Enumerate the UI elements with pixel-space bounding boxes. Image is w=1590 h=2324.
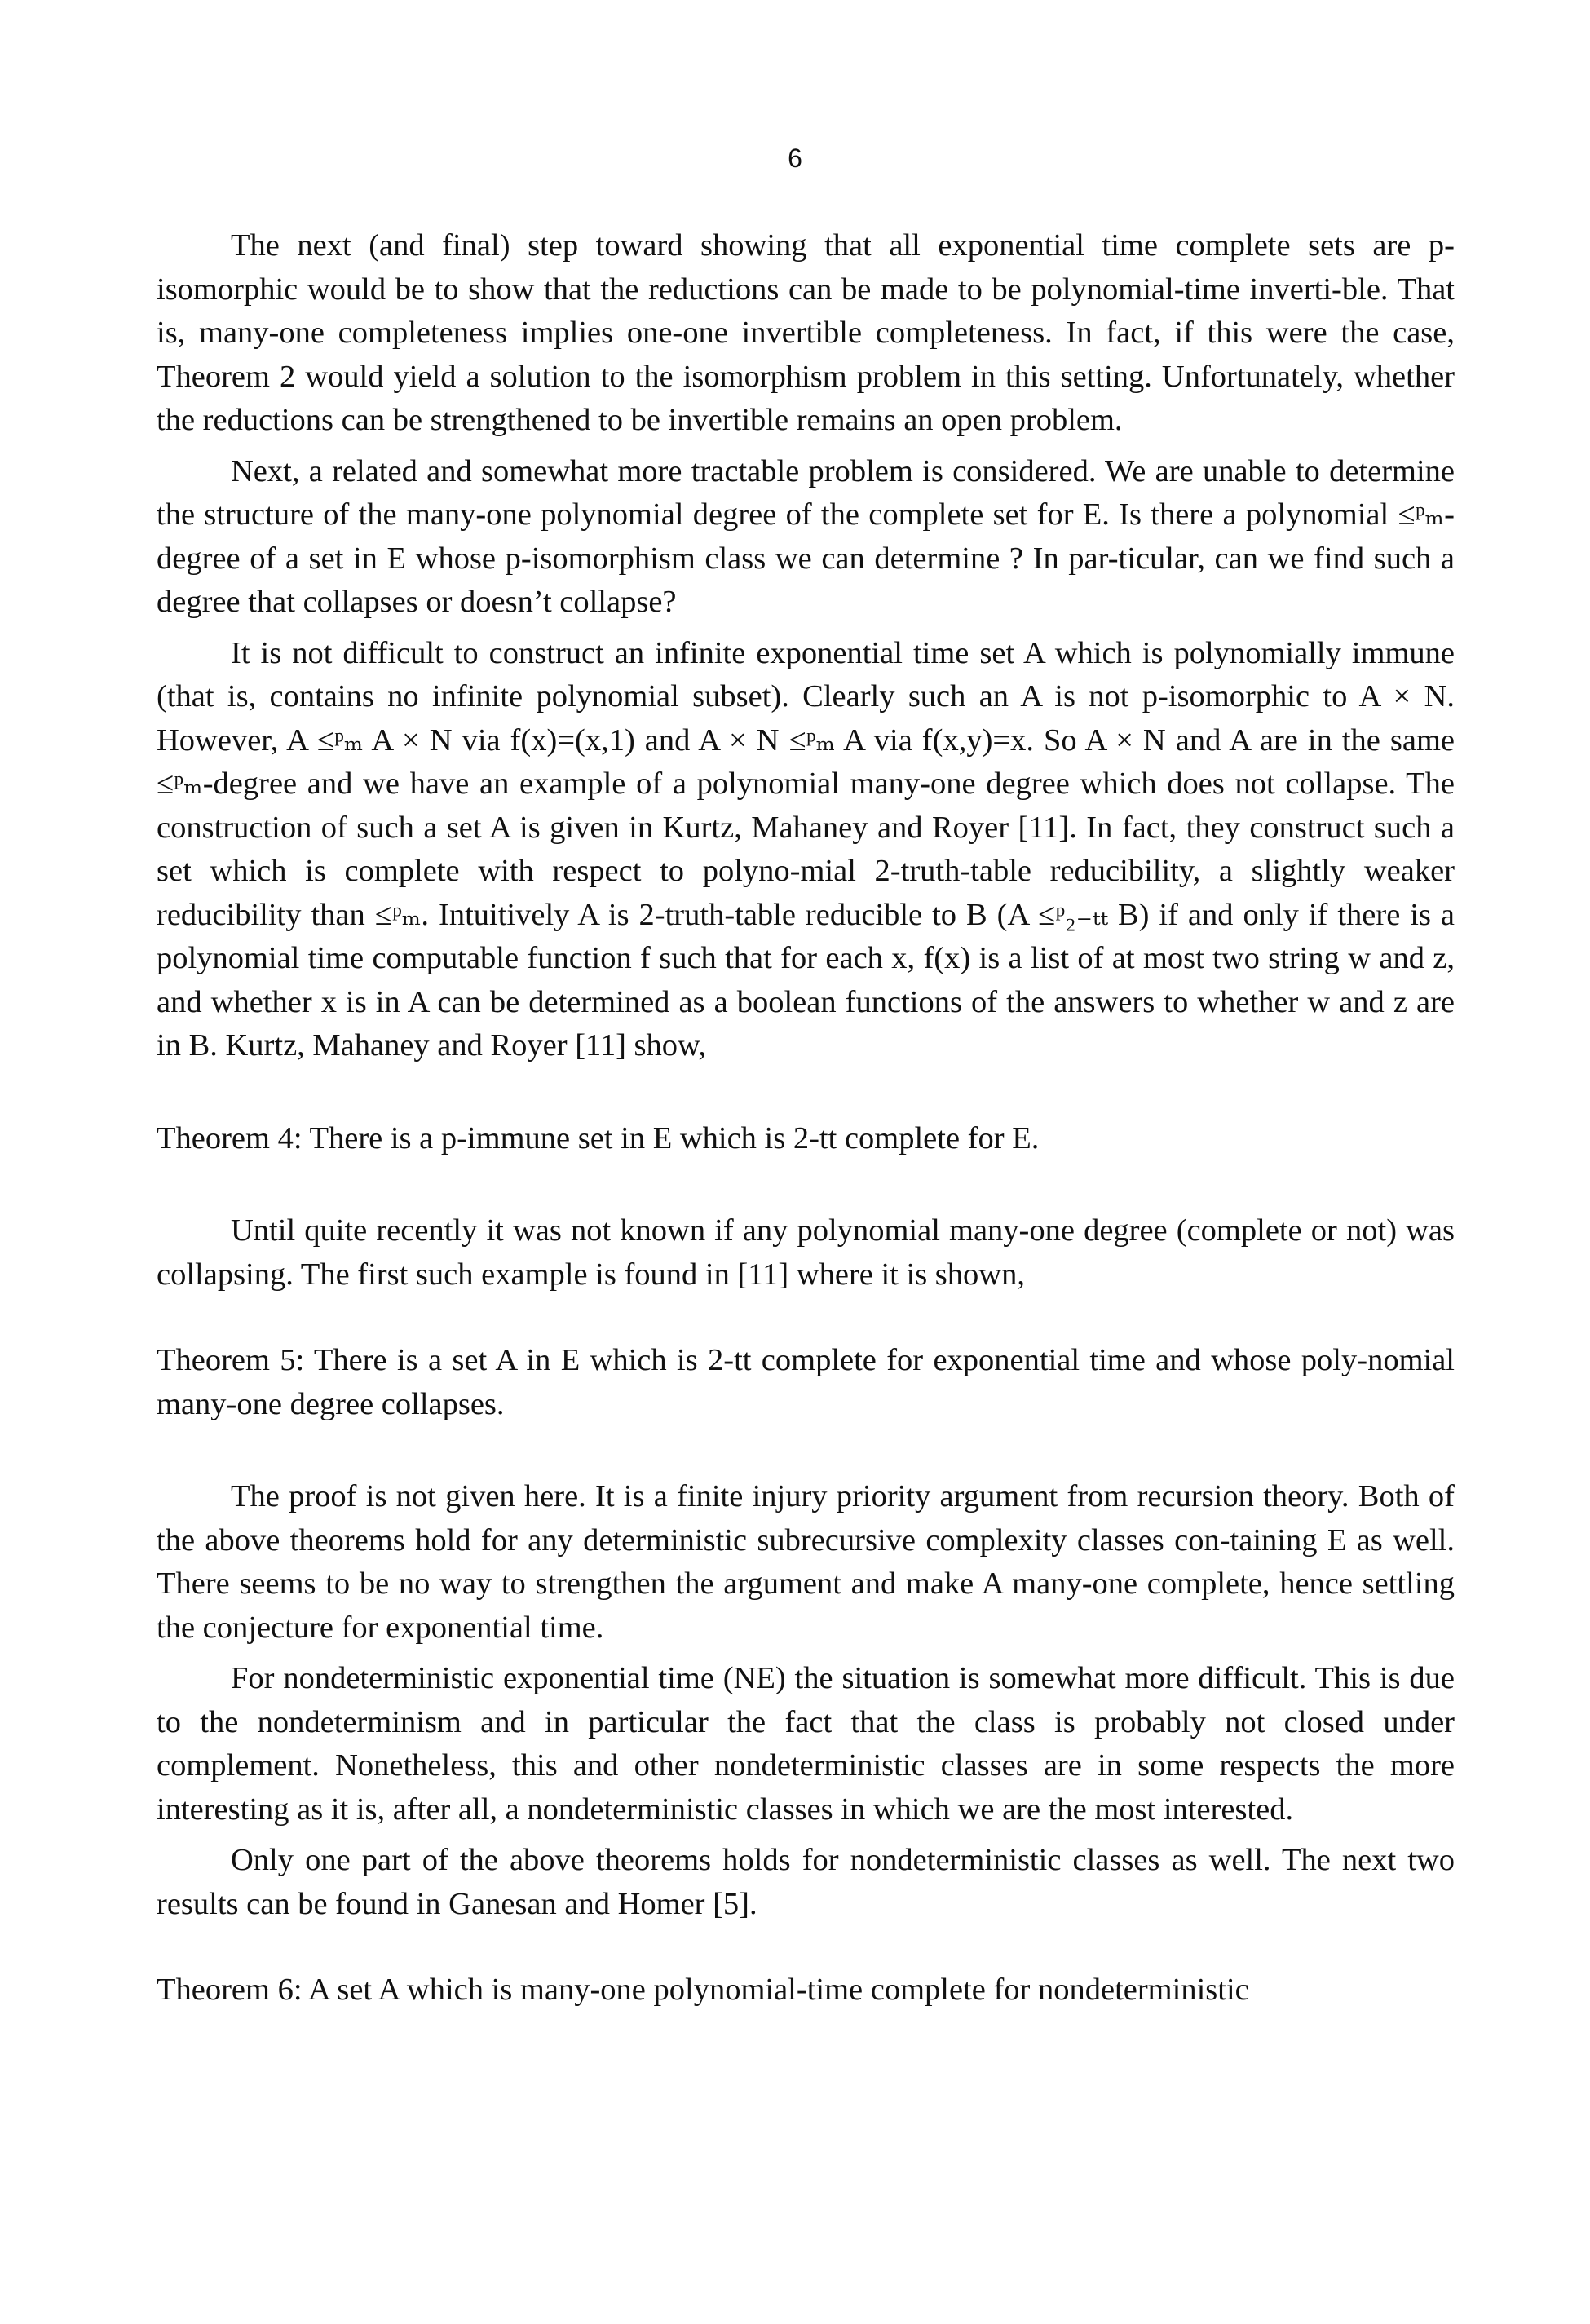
paragraph-ganesan-homer: Only one part of the above theorems holds for nondeterministic classes as well. The next two results can be found in Ganesan and Homer [5]. [157, 1843, 1455, 1921]
paragraph-tractable-problem: Next, a related and somewhat more tractable problem is considered. We are unable to determine the structure of the many-one polynomial degree of the complete set for E. Is there a polynomial ≤ᵖₘ-degree of a set in E whose p-isomorphism class we can determine ? In par-ticular, can we find such a degree that collapses or doesn’t collapse? [157, 453, 1455, 619]
page-number: 6 [788, 144, 802, 173]
body-text [157, 224, 1455, 2013]
paragraph-pisomorphic-step: The next (and final) step toward showing that all exponential time complete sets are p-isomorphic would be to show that the reductions can be made to be polynomial-time inverti-ble. That is, many-one completeness implies one-one invertible completeness. In fact, if this were the case, Theorem 2 would yield a solution to the isomorphism problem in this setting. Unfortunately, whether the reductions can be strengthened to be invertible remains an open problem. [157, 228, 1455, 437]
paragraph-collapsing-degree: Until quite recently it was not known if any polynomial many-one degree (complete or not) was collapsing. The first such example is found in [11] where it is shown, [157, 1213, 1455, 1292]
theorem-6: Theorem 6: A set A which is many-one polynomial-time complete for nondeterministic [157, 1973, 1249, 2007]
paragraph-proof-note: The proof is not given here. It is a finite injury priority argument from recursion theory. Both of the above theorems hold for any deterministic subrecursive complexity classes con-taining E as well. There seems to be no way to strengthen the argument and make A many-one complete, hence settling the conjecture for exponential time. [157, 1479, 1455, 1645]
paragraph-immune-set: It is not difficult to construct an infinite exponential time set A which is polynomially immune (that is, contains no infinite polynomial subset). Clearly such an A is not p-isomorphic to A × N. However, A ≤ᵖₘ A × N via f(x)=(x,1) and A × N ≤ᵖₘ A via f(x,y)=x. So A × N and A are in the same ≤ᵖₘ-degree and we have an example of a polynomial many-one degree which does not collapse. The construction of such a set A is given in Kurtz, Mahaney and Royer [11]. In fact, they construct such a set which is complete with respect to polyno-mial 2-truth-table reducibility, a slightly weaker reducibility than ≤ᵖₘ. Intuitively A is 2-truth-table reducible to B (A ≤ᵖ₂₋ₜₜ B) if and only if there is a polynomial time computable function f such that for each x, f(x) is a list of at most two string w and z, and whether x is in A can be determined as a boolean functions of the answers to whether w and z are in B. Kurtz, Mahaney and Royer [11] show, [157, 635, 1455, 1063]
theorem-4: Theorem 4: There is a p-immune set in E which is 2-tt complete for E. [157, 1120, 1040, 1155]
theorem-5: Theorem 5: There is a set A in E which is 2-tt complete for exponential time and whose poly-nomial many-one degree collapses. [157, 1343, 1455, 1421]
paragraph-nondeterministic: For nondeterministic exponential time (NE) the situation is somewhat more difficult. This is due to the nondeterminism and in particular the fact that the class is probably not closed under complement. Nonetheless, this and other nondeterministic classes are in some respects the more interesting as it is, after all, a nondeterministic classes in which we are the most interested. [157, 1661, 1455, 1827]
